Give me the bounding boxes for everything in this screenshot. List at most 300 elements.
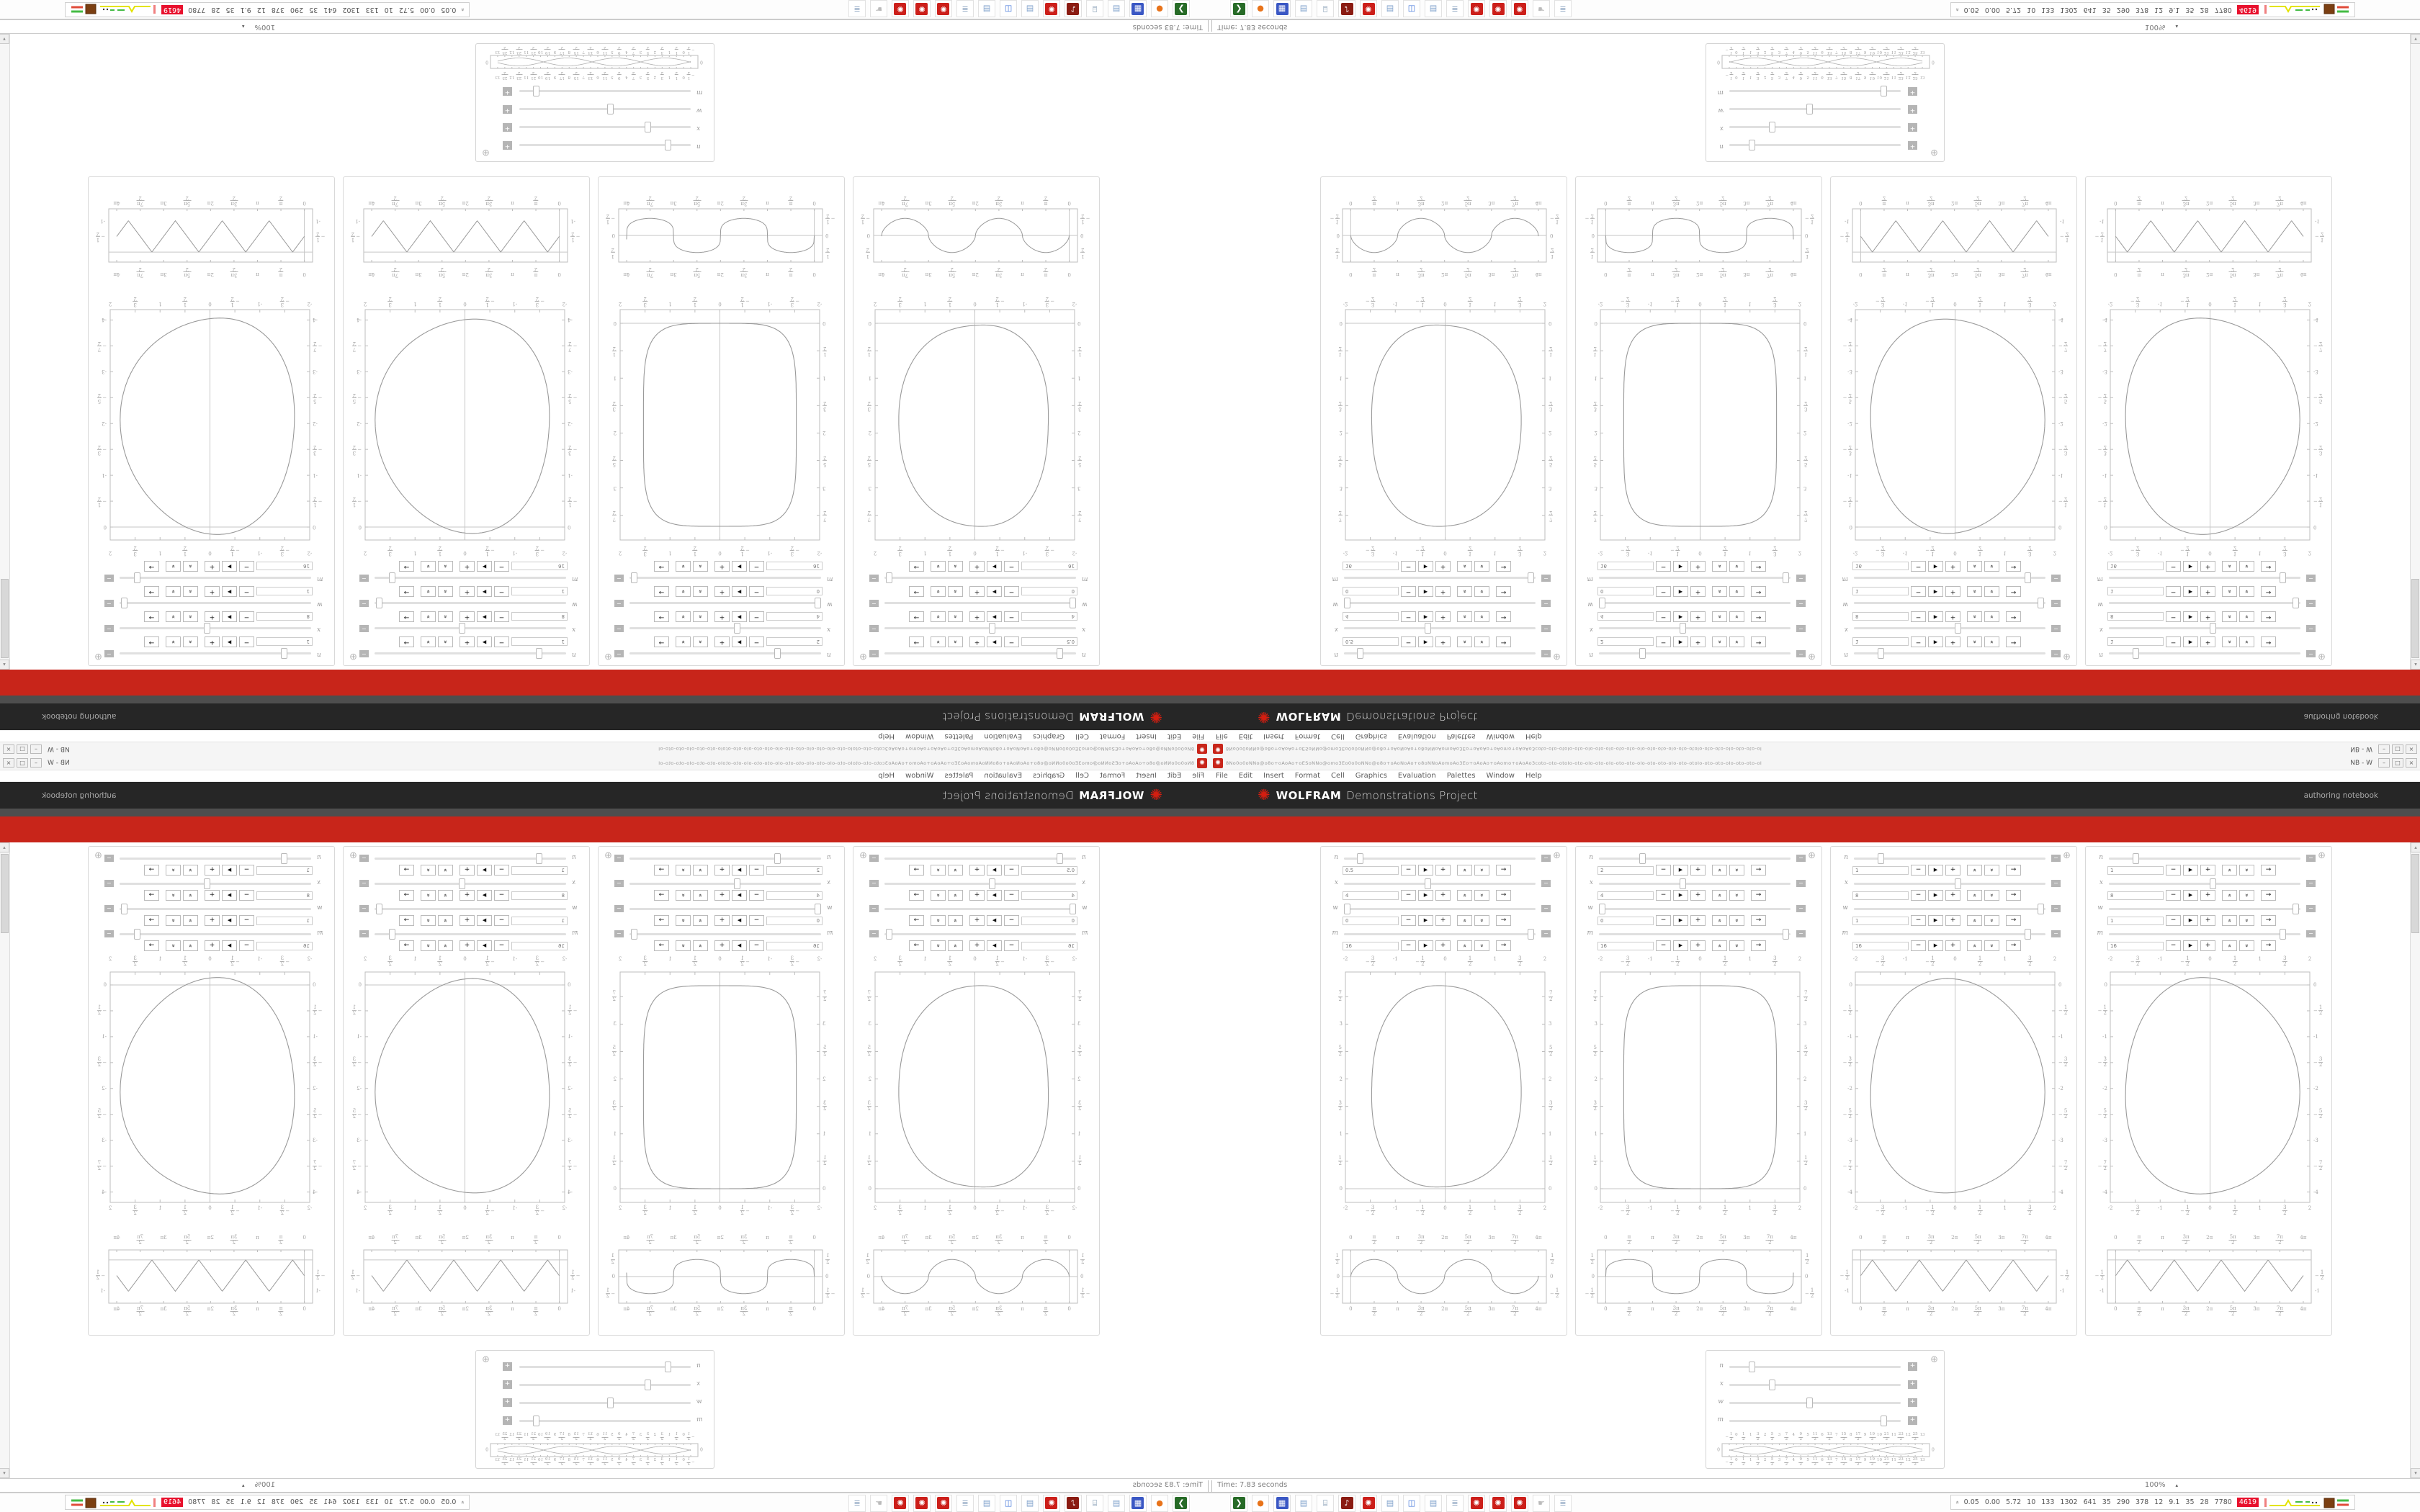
plus-button[interactable]: + [969, 586, 985, 597]
collapse-button[interactable]: − [1541, 880, 1551, 887]
faster-button[interactable]: » [948, 611, 963, 622]
slider-track-x[interactable] [629, 883, 821, 885]
plus-button[interactable]: + [1945, 915, 1960, 926]
minus-button[interactable]: − [494, 940, 509, 951]
window-titlebar[interactable] [1210, 742, 2420, 756]
minimize-button[interactable]: – [30, 744, 42, 754]
direction-button[interactable]: → [1496, 865, 1511, 876]
web-browser-icon[interactable]: ◫ [1403, 1495, 1420, 1512]
collapse-button[interactable]: − [1541, 855, 1551, 862]
web-browser-icon[interactable]: ◫ [1403, 1, 1420, 18]
direction-button[interactable]: → [144, 915, 159, 926]
slider-track-n[interactable] [1729, 144, 1901, 146]
menu-item-help[interactable]: Help [878, 772, 895, 780]
slider-value-field[interactable]: 16 [1597, 562, 1654, 571]
slider-thumb[interactable] [1344, 598, 1350, 608]
slider-value-field[interactable]: 16 [256, 562, 313, 571]
plus-button[interactable]: + [460, 636, 475, 647]
slower-button[interactable]: » [2239, 611, 2254, 622]
collapse-button[interactable]: − [2306, 905, 2316, 912]
slider-thumb[interactable] [134, 929, 140, 940]
direction-button[interactable]: → [399, 865, 414, 876]
slider-thumb[interactable] [281, 853, 287, 864]
plus-button[interactable]: + [205, 865, 220, 876]
play-button[interactable]: ▶ [1673, 915, 1688, 926]
menu-item-edit[interactable]: Edit [1167, 772, 1182, 780]
direction-button[interactable]: → [909, 611, 924, 622]
slider-value-field[interactable]: 16 [766, 562, 823, 571]
minus-button[interactable]: − [2166, 915, 2181, 926]
minus-button[interactable]: − [749, 940, 764, 951]
slider-thumb[interactable] [459, 878, 465, 889]
plus-button[interactable]: + [460, 940, 475, 951]
minus-button[interactable]: − [239, 890, 254, 901]
slider-thumb[interactable] [1528, 572, 1534, 583]
plus-button[interactable]: + [969, 940, 985, 951]
direction-button[interactable]: → [2261, 915, 2276, 926]
vertical-scrollbar[interactable] [2410, 34, 2420, 670]
open-controls-icon[interactable]: ⊕ [1808, 850, 1816, 861]
slider-thumb[interactable] [376, 598, 382, 608]
slider-value-field[interactable]: 8 [1852, 891, 1909, 900]
slider-track-m[interactable] [1854, 577, 2045, 579]
slider-track-n[interactable] [120, 652, 311, 654]
slider-value-field[interactable]: 16 [1343, 562, 1399, 571]
document-scroll-icon[interactable]: ≣ [1554, 1495, 1572, 1512]
slider-thumb[interactable] [1878, 648, 1884, 659]
faster-button[interactable]: » [1712, 611, 1727, 622]
slider-value-field[interactable]: 2 [1597, 866, 1654, 875]
minus-button[interactable]: − [1004, 561, 1019, 572]
faster-button[interactable]: » [948, 561, 963, 572]
plus-button[interactable]: + [205, 586, 220, 597]
restore-button[interactable]: □ [17, 744, 28, 754]
collapse-button[interactable]: − [2051, 855, 2061, 862]
minus-button[interactable]: − [494, 586, 509, 597]
faster-button[interactable]: » [693, 865, 708, 876]
slower-button[interactable]: » [166, 611, 181, 622]
slider-track-x[interactable] [2109, 627, 2300, 629]
collapse-button[interactable]: − [614, 880, 624, 887]
plus-button[interactable]: + [1435, 890, 1451, 901]
document-scroll-icon[interactable]: ≣ [848, 1495, 866, 1512]
slider-thumb[interactable] [2210, 623, 2216, 634]
direction-button[interactable]: → [2006, 636, 2021, 647]
plus-button[interactable]: + [969, 865, 985, 876]
scroll-thumb[interactable] [2411, 854, 2419, 933]
collapse-button[interactable]: − [2306, 880, 2316, 887]
menu-item-file[interactable]: File [1192, 732, 1204, 740]
minus-button[interactable]: − [749, 915, 764, 926]
slower-button[interactable]: » [421, 586, 436, 597]
faster-button[interactable]: » [1967, 636, 1982, 647]
slider-track-w[interactable] [629, 602, 821, 604]
slider-value-field[interactable]: 1 [511, 917, 568, 925]
direction-button[interactable]: → [1496, 940, 1511, 951]
restore-button[interactable]: □ [17, 758, 28, 768]
open-controls-icon[interactable]: ⊕ [1930, 1354, 1938, 1365]
slider-thumb[interactable] [389, 929, 395, 940]
menu-item-format[interactable]: Format [1294, 732, 1321, 740]
minus-button[interactable]: − [1401, 586, 1416, 597]
wolfram-icon[interactable]: ✺ [1360, 1, 1377, 18]
plus-button[interactable]: + [969, 890, 985, 901]
slider-track-w[interactable] [120, 908, 311, 910]
vertical-scrollbar[interactable] [2410, 842, 2420, 1478]
window-titlebar[interactable] [0, 756, 1210, 770]
open-controls-icon[interactable]: ⊕ [1553, 651, 1561, 662]
play-button[interactable]: ▶ [1418, 586, 1433, 597]
plus-button[interactable]: + [460, 586, 475, 597]
close-button[interactable]: × [3, 758, 14, 768]
plus-button[interactable]: + [460, 561, 475, 572]
play-button[interactable]: ▶ [222, 915, 237, 926]
minus-button[interactable]: − [1004, 586, 1019, 597]
slider-track-m[interactable] [375, 933, 566, 935]
slider-track-w[interactable] [2109, 908, 2300, 910]
minus-button[interactable]: − [1401, 915, 1416, 926]
slower-button[interactable]: » [931, 940, 946, 951]
scroll-down-arrow[interactable]: ▾ [0, 1468, 9, 1478]
slider-track-w[interactable] [1344, 908, 1536, 910]
slider-track-m[interactable] [1599, 577, 1791, 579]
slider-track-m[interactable] [1854, 933, 2045, 935]
floppy-icon[interactable]: ▦ [1129, 1, 1147, 18]
slider-value-field[interactable]: 1 [256, 588, 313, 596]
direction-button[interactable]: → [144, 561, 159, 572]
slider-track-n[interactable] [884, 858, 1076, 860]
slower-button[interactable]: » [676, 636, 691, 647]
slider-track-x[interactable] [884, 883, 1076, 885]
play-button[interactable]: ▶ [2183, 940, 2198, 951]
play-button[interactable]: ▶ [2183, 561, 2198, 572]
terminal-icon[interactable]: ❯ [1173, 1, 1190, 18]
faster-button[interactable]: » [948, 890, 963, 901]
plus-button[interactable]: + [2200, 636, 2215, 647]
slider-value-field[interactable]: 4 [1343, 891, 1399, 900]
direction-button[interactable]: → [144, 940, 159, 951]
play-button[interactable]: ▶ [1673, 611, 1688, 622]
wolfram-icon[interactable]: ✺ [1489, 1495, 1507, 1512]
expand-button[interactable]: + [503, 123, 512, 132]
slider-track-x[interactable] [375, 627, 566, 629]
plus-button[interactable]: + [714, 611, 730, 622]
slower-button[interactable]: » [2239, 890, 2254, 901]
direction-button[interactable]: → [144, 586, 159, 597]
menu-item-palettes[interactable]: Palettes [1446, 772, 1476, 780]
plus-button[interactable]: + [969, 561, 985, 572]
slider-thumb[interactable] [2293, 598, 2299, 608]
slider-thumb[interactable] [1639, 648, 1646, 659]
slider-thumb[interactable] [1070, 904, 1076, 914]
slider-track-m[interactable] [1344, 933, 1536, 935]
direction-button[interactable]: → [2261, 561, 2276, 572]
direction-button[interactable]: → [2006, 940, 2021, 951]
slider-thumb[interactable] [2133, 648, 2139, 659]
plus-button[interactable]: + [1690, 611, 1706, 622]
slider-track-w[interactable] [1599, 602, 1791, 604]
slower-button[interactable]: » [1474, 865, 1489, 876]
menu-item-graphics[interactable]: Graphics [1355, 732, 1387, 740]
collapse-button[interactable]: − [869, 625, 879, 632]
collapse-button[interactable]: − [1541, 625, 1551, 632]
direction-button[interactable]: → [2006, 865, 2021, 876]
menu-item-insert[interactable]: Insert [1136, 772, 1157, 780]
slider-track-x[interactable] [1729, 126, 1901, 128]
slider-thumb[interactable] [645, 1380, 651, 1390]
slider-thumb[interactable] [631, 572, 637, 583]
direction-button[interactable]: → [1751, 915, 1766, 926]
slider-value-field[interactable]: 8 [2107, 891, 2164, 900]
open-controls-icon[interactable]: ⊕ [482, 1354, 490, 1365]
collapse-button[interactable]: − [869, 650, 879, 657]
direction-button[interactable]: → [1751, 890, 1766, 901]
slider-value-field[interactable]: 0.5 [1343, 866, 1399, 875]
collapse-button[interactable]: − [104, 905, 114, 912]
slider-value-field[interactable]: 0.5 [1021, 638, 1077, 647]
hand-cursor-icon[interactable]: ☛ [1533, 1495, 1550, 1512]
faster-button[interactable]: » [438, 915, 453, 926]
play-button[interactable]: ▶ [1673, 865, 1688, 876]
direction-button[interactable]: → [2006, 611, 2021, 622]
slower-button[interactable]: » [1984, 890, 1999, 901]
faster-button[interactable]: » [1967, 865, 1982, 876]
play-button[interactable]: ▶ [2183, 611, 2198, 622]
slider-value-field[interactable]: 16 [2107, 562, 2164, 571]
slider-track-w[interactable] [120, 602, 311, 604]
minus-button[interactable]: − [494, 915, 509, 926]
faster-button[interactable]: » [693, 586, 708, 597]
slider-thumb[interactable] [665, 140, 671, 150]
slider-thumb[interactable] [607, 104, 614, 114]
minus-button[interactable]: − [1401, 636, 1416, 647]
notepad-icon[interactable]: ▤ [978, 1495, 995, 1512]
faster-button[interactable]: » [1712, 561, 1727, 572]
plus-button[interactable]: + [2200, 865, 2215, 876]
firefox-icon[interactable]: ● [1151, 1, 1168, 18]
collapse-button[interactable]: − [614, 625, 624, 632]
plus-button[interactable]: + [1435, 611, 1451, 622]
expand-button[interactable]: + [503, 87, 512, 96]
expand-button[interactable]: + [503, 1362, 512, 1371]
slider-thumb[interactable] [281, 648, 287, 659]
slower-button[interactable]: » [2239, 561, 2254, 572]
slider-thumb[interactable] [1955, 623, 1961, 634]
play-button[interactable]: ▶ [477, 611, 492, 622]
play-button[interactable]: ▶ [222, 940, 237, 951]
play-button[interactable]: ▶ [1673, 561, 1688, 572]
collapse-button[interactable]: − [2306, 575, 2316, 582]
slider-track-n[interactable] [1344, 858, 1536, 860]
slower-button[interactable]: » [676, 865, 691, 876]
minus-button[interactable]: − [494, 611, 509, 622]
slider-value-field[interactable]: 0.5 [1343, 638, 1399, 647]
collapse-button[interactable]: − [1796, 650, 1806, 657]
slider-value-field[interactable]: 16 [1597, 942, 1654, 950]
open-controls-icon[interactable]: ⊕ [2063, 651, 2071, 662]
scroll-down-arrow[interactable]: ▾ [2411, 34, 2420, 44]
collapse-button[interactable]: − [1796, 575, 1806, 582]
calculator-icon[interactable]: ⌸ [1086, 1495, 1103, 1512]
faster-button[interactable]: » [183, 865, 198, 876]
document-scroll-icon[interactable]: ≣ [1446, 1, 1464, 18]
slider-track-m[interactable] [629, 933, 821, 935]
firefox-icon[interactable]: ● [1252, 1495, 1269, 1512]
collapse-button[interactable]: − [359, 600, 369, 607]
slower-button[interactable]: » [2239, 636, 2254, 647]
faster-button[interactable]: » [948, 586, 963, 597]
minus-button[interactable]: − [749, 561, 764, 572]
faster-button[interactable]: » [1457, 940, 1472, 951]
direction-button[interactable]: → [2006, 915, 2021, 926]
slider-value-field[interactable]: 4 [1597, 613, 1654, 621]
play-button[interactable]: ▶ [1673, 586, 1688, 597]
minus-button[interactable]: − [1911, 940, 1926, 951]
slider-thumb[interactable] [734, 623, 740, 634]
minus-button[interactable]: − [1004, 890, 1019, 901]
menu-item-file[interactable]: File [1216, 732, 1228, 740]
slider-track-w[interactable] [2109, 602, 2300, 604]
minus-button[interactable]: − [749, 865, 764, 876]
slider-track-x[interactable] [1599, 883, 1791, 885]
play-button[interactable]: ▶ [1418, 940, 1433, 951]
plus-button[interactable]: + [1690, 865, 1706, 876]
collapse-button[interactable]: − [869, 855, 879, 862]
slider-value-field[interactable]: 0 [1021, 917, 1077, 925]
slider-track-m[interactable] [2109, 933, 2300, 935]
slider-thumb[interactable] [1878, 853, 1884, 864]
slider-value-field[interactable]: 2 [1597, 638, 1654, 647]
slider-value-field[interactable]: 16 [1021, 562, 1077, 571]
direction-button[interactable]: → [1751, 865, 1766, 876]
open-controls-icon[interactable]: ⊕ [859, 651, 867, 662]
terminal-icon[interactable]: ❯ [1230, 1, 1247, 18]
slider-value-field[interactable]: 0.5 [1021, 866, 1077, 875]
collapse-button[interactable]: − [614, 575, 624, 582]
faster-button[interactable]: » [693, 915, 708, 926]
play-button[interactable]: ▶ [732, 586, 747, 597]
play-button[interactable]: ▶ [732, 890, 747, 901]
notepad-icon[interactable]: ▤ [1295, 1495, 1312, 1512]
slider-track-n[interactable] [884, 652, 1076, 654]
collapse-button[interactable]: − [1796, 930, 1806, 937]
zoom-control[interactable] [2145, 1481, 2178, 1489]
menu-item-insert[interactable]: Insert [1263, 732, 1284, 740]
media-player-icon[interactable]: ♪ [1338, 1495, 1355, 1512]
slider-value-field[interactable]: 8 [511, 891, 568, 900]
faster-button[interactable]: » [438, 636, 453, 647]
play-button[interactable]: ▶ [222, 586, 237, 597]
menu-item-edit[interactable]: Edit [1238, 732, 1253, 740]
minus-button[interactable]: − [749, 890, 764, 901]
direction-button[interactable]: → [654, 561, 669, 572]
plus-button[interactable]: + [205, 636, 220, 647]
slider-thumb[interactable] [1425, 878, 1431, 889]
plus-button[interactable]: + [2200, 940, 2215, 951]
slider-track-w[interactable] [1729, 108, 1901, 110]
direction-button[interactable]: → [909, 915, 924, 926]
slider-thumb[interactable] [631, 929, 637, 940]
faster-button[interactable]: » [1712, 890, 1727, 901]
collapse-button[interactable]: − [359, 650, 369, 657]
slower-button[interactable]: » [1474, 940, 1489, 951]
faster-button[interactable]: » [438, 561, 453, 572]
slider-thumb[interactable] [204, 878, 210, 889]
slower-button[interactable]: » [2239, 915, 2254, 926]
expand-button[interactable]: + [503, 141, 512, 150]
direction-button[interactable]: → [1751, 586, 1766, 597]
open-controls-icon[interactable]: ⊕ [1553, 850, 1561, 861]
slider-thumb[interactable] [1955, 878, 1961, 889]
play-button[interactable]: ▶ [1928, 940, 1943, 951]
wolfram-icon[interactable]: ✺ [892, 1, 909, 18]
play-button[interactable]: ▶ [2183, 865, 2198, 876]
minus-button[interactable]: − [239, 915, 254, 926]
minus-button[interactable]: − [494, 636, 509, 647]
play-button[interactable]: ▶ [2183, 636, 2198, 647]
direction-button[interactable]: → [1496, 611, 1511, 622]
media-player-icon[interactable]: ♪ [1338, 1, 1355, 18]
slider-thumb[interactable] [459, 623, 465, 634]
slower-button[interactable]: » [166, 586, 181, 597]
collapse-button[interactable]: − [869, 575, 879, 582]
play-button[interactable]: ▶ [1418, 915, 1433, 926]
faster-button[interactable]: » [948, 636, 963, 647]
slower-button[interactable]: » [1729, 890, 1744, 901]
faster-button[interactable]: » [1967, 890, 1982, 901]
faster-button[interactable]: » [693, 611, 708, 622]
notepad-icon[interactable]: ▤ [1108, 1, 1125, 18]
hand-cursor-icon[interactable]: ☛ [870, 1495, 887, 1512]
direction-button[interactable]: → [399, 636, 414, 647]
slider-thumb[interactable] [1806, 1398, 1813, 1408]
slider-thumb[interactable] [607, 1398, 614, 1408]
slider-thumb[interactable] [1769, 1380, 1775, 1390]
faster-button[interactable]: » [2222, 636, 2237, 647]
slider-track-m[interactable] [629, 577, 821, 579]
faster-button[interactable]: » [1712, 940, 1727, 951]
faster-button[interactable]: » [183, 561, 198, 572]
minus-button[interactable]: − [1656, 636, 1671, 647]
plus-button[interactable]: + [1435, 915, 1451, 926]
collapse-button[interactable]: − [614, 650, 624, 657]
faster-button[interactable]: » [438, 890, 453, 901]
slider-thumb[interactable] [1070, 598, 1076, 608]
slider-track-x[interactable] [120, 883, 311, 885]
play-button[interactable]: ▶ [1418, 636, 1433, 647]
slider-thumb[interactable] [2210, 878, 2216, 889]
direction-button[interactable]: → [1751, 636, 1766, 647]
calculator-icon[interactable]: ⌸ [1086, 1, 1103, 18]
faster-button[interactable]: » [1967, 586, 1982, 597]
expand-button[interactable]: + [1908, 87, 1917, 96]
slower-button[interactable]: » [1729, 611, 1744, 622]
minus-button[interactable]: − [1401, 865, 1416, 876]
menu-item-evaluation[interactable]: Evaluation [1397, 732, 1436, 740]
play-button[interactable]: ▶ [222, 865, 237, 876]
collapse-button[interactable]: − [1796, 625, 1806, 632]
slider-value-field[interactable]: 0 [1597, 588, 1654, 596]
slower-button[interactable]: » [1984, 636, 1999, 647]
slider-track-n[interactable] [1344, 652, 1536, 654]
plus-button[interactable]: + [460, 611, 475, 622]
minus-button[interactable]: − [1911, 915, 1926, 926]
slider-track-w[interactable] [519, 108, 691, 110]
slower-button[interactable]: » [2239, 940, 2254, 951]
slower-button[interactable]: » [1729, 865, 1744, 876]
menu-item-help[interactable]: Help [1525, 772, 1542, 780]
slider-thumb[interactable] [734, 878, 740, 889]
